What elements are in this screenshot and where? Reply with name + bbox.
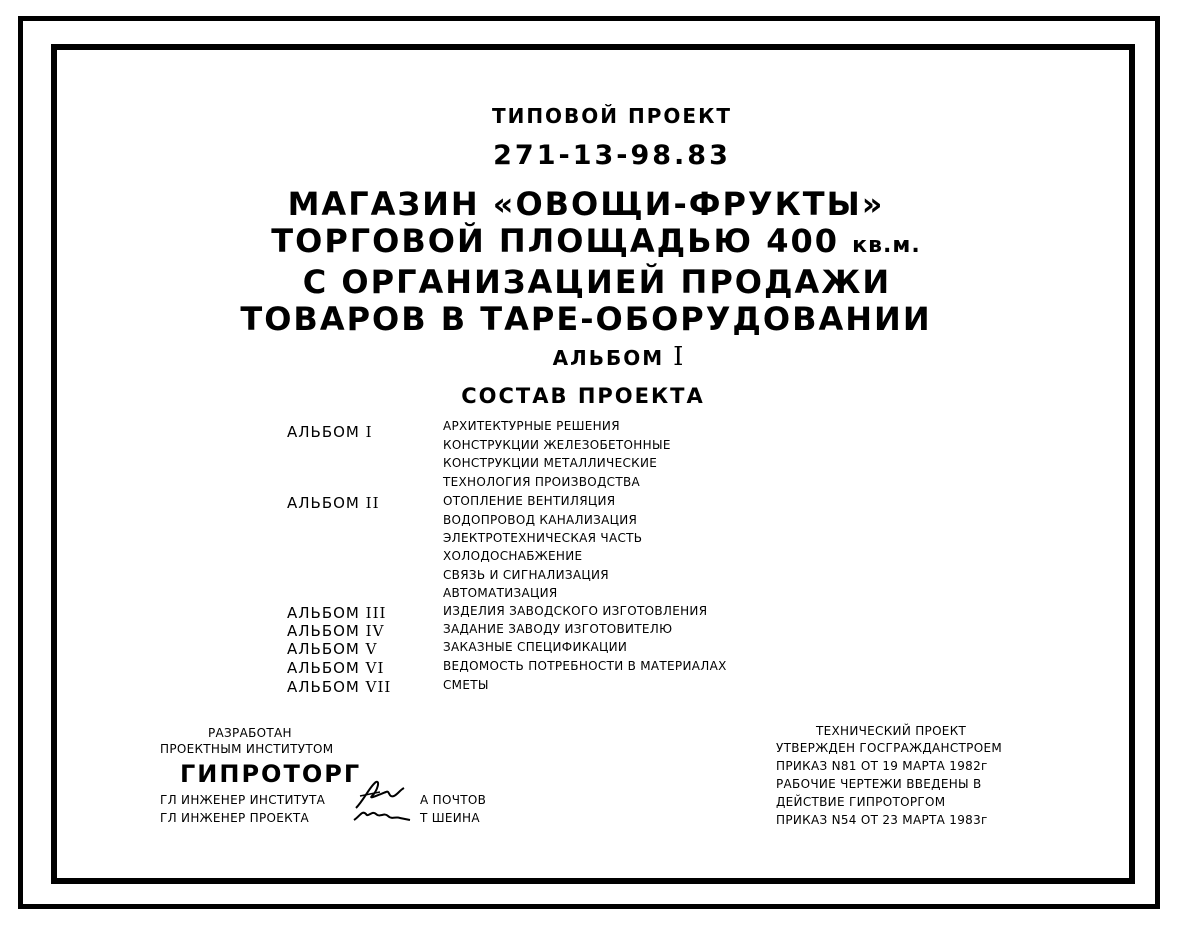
album-entry-label: АЛЬБОМ [287, 640, 360, 658]
album-entry [287, 640, 378, 658]
album-entry-roman: VII [365, 678, 392, 696]
approval-line-3: ПРИКАЗ N81 ОТ 19 МАРТА 1982г [776, 759, 988, 773]
title-line-3: С ОРГАНИЗАЦИЕЙ ПРОДАЖИ [302, 263, 892, 301]
composition-item: КОНСТРУКЦИИ МЕТАЛЛИЧЕСКИЕ [443, 456, 658, 470]
album-entry-roman: VI [365, 659, 385, 677]
album-entry [287, 423, 373, 441]
project-type: ТИПОВОЙ ПРОЕКТ [491, 104, 733, 128]
project-title [0, 186, 1178, 338]
composition-item: ВОДОПРОВОД КАНАЛИЗАЦИЯ [443, 513, 638, 527]
composition-item: ВЕДОМОСТЬ ПОТРЕБНОСТИ В МАТЕРИАЛАХ [443, 659, 727, 673]
composition-item: АРХИТЕКТУРНЫЕ РЕШЕНИЯ [443, 419, 620, 433]
album-entry [287, 604, 386, 622]
title-line-2 [0, 223, 1178, 264]
composition-item: ЗАКАЗНЫЕ СПЕЦИФИКАЦИИ [443, 640, 628, 654]
album-entry-roman: V [365, 640, 378, 658]
composition-heading: СОСТАВ ПРОЕКТА [461, 384, 705, 408]
album-entry-roman: II [365, 494, 380, 512]
album-entry-roman: I [365, 423, 373, 441]
album-entry-label: АЛЬБОМ [287, 494, 360, 512]
signature-sheina-icon [352, 806, 412, 826]
developer-line-2: ПРОЕКТНЫМ ИНСТИТУТОМ [160, 742, 334, 756]
album-entry-label: АЛЬБОМ [287, 678, 360, 696]
institute-name: ГИПРОТОРГ [180, 760, 362, 788]
album-entry [287, 494, 380, 512]
approval-line-5: ДЕЙСТВИЕ ГИПРОТОРГОМ [776, 795, 946, 809]
composition-item: СМЕТЫ [443, 678, 489, 692]
album-entry [287, 622, 384, 640]
album-entry-label: АЛЬБОМ [287, 604, 360, 622]
chief-project-name: Т ШЕИНА [420, 811, 480, 825]
composition-item: АВТОМАТИЗАЦИЯ [443, 586, 558, 600]
composition-item: КОНСТРУКЦИИ ЖЕЛЕЗОБЕТОННЫЕ [443, 438, 671, 452]
chief-institute-title: ГЛ ИНЖЕНЕР ИНСТИТУТА [160, 793, 326, 807]
album-entry-label: АЛЬБОМ [287, 659, 360, 677]
title-line-1: МАГАЗИН «ОВОЩИ-ФРУКТЫ» [287, 185, 885, 223]
album-entry-roman: III [365, 604, 387, 622]
approval-line-6: ПРИКАЗ N54 ОТ 23 МАРТА 1983г [776, 813, 988, 827]
album-entry [287, 659, 384, 677]
title-line-4: ТОВАРОВ В ТАРЕ-ОБОРУДОВАНИИ [240, 300, 932, 338]
chief-project-title: ГЛ ИНЖЕНЕР ПРОЕКТА [160, 811, 310, 825]
approval-line-2: УТВЕРЖДЕН ГОСГРАЖДАНСТРОЕМ [776, 741, 1002, 755]
title-line-2-unit: кв.м. [852, 233, 921, 258]
album-number [27, 342, 1184, 372]
composition-item: ЗАДАНИЕ ЗАВОДУ ИЗГОТОВИТЕЛЮ [443, 622, 673, 636]
album-entry [287, 678, 391, 696]
album-entry-roman: IV [365, 622, 385, 640]
chief-institute-name: А ПОЧТОВ [420, 793, 487, 807]
album-roman: I [673, 342, 686, 372]
composition-item: ОТОПЛЕНИЕ ВЕНТИЛЯЦИЯ [443, 494, 616, 508]
composition-item: ТЕХНОЛОГИЯ ПРОИЗВОДСТВА [443, 475, 640, 489]
album-entry-label: АЛЬБОМ [287, 423, 360, 441]
album-label: АЛЬБОМ [552, 346, 665, 370]
approval-line-1: ТЕХНИЧЕСКИЙ ПРОЕКТ [816, 724, 967, 738]
composition-item: ИЗДЕЛИЯ ЗАВОДСКОГО ИЗГОТОВЛЕНИЯ [443, 604, 708, 618]
album-entry-label: АЛЬБОМ [287, 622, 360, 640]
composition-item: ХОЛОДОСНАБЖЕНИЕ [443, 549, 583, 563]
approval-line-4: РАБОЧИЕ ЧЕРТЕЖИ ВВЕДЕНЫ В [776, 777, 982, 791]
composition-item: ЭЛЕКТРОТЕХНИЧЕСКАЯ ЧАСТЬ [443, 531, 643, 545]
developer-line-1: РАЗРАБОТАН [208, 726, 292, 740]
project-number: 271-13-98.83 [493, 140, 731, 171]
composition-item: СВЯЗЬ И СИГНАЛИЗАЦИЯ [443, 568, 609, 582]
title-line-2-main: ТОРГОВОЙ ПЛОЩАДЬЮ 400 [271, 222, 840, 260]
